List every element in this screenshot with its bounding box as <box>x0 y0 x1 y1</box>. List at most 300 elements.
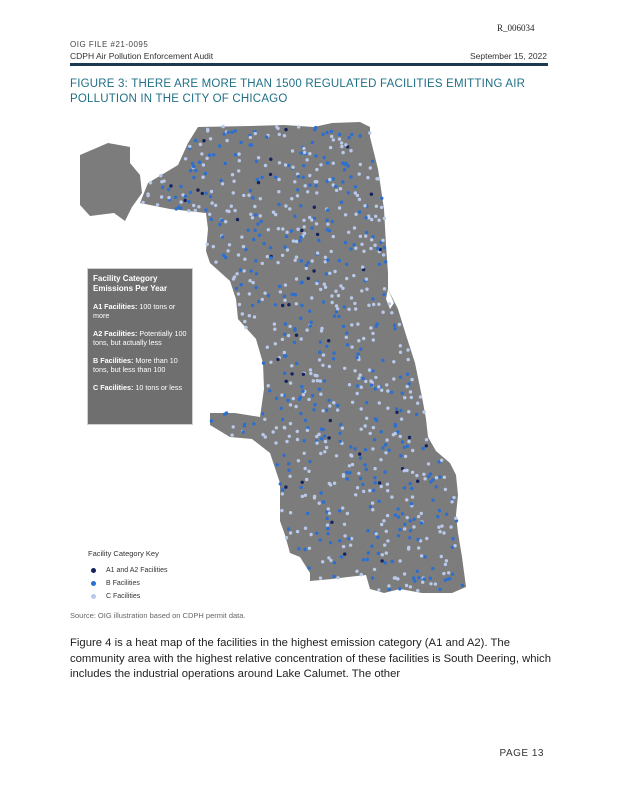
facility-dot <box>425 438 428 441</box>
facility-dot <box>179 207 182 210</box>
facility-dot <box>340 141 343 144</box>
facility-dot <box>343 162 346 165</box>
facility-dot <box>375 325 378 328</box>
facility-dot <box>272 211 275 214</box>
facility-dot <box>261 262 264 265</box>
facility-dot <box>364 448 367 451</box>
facility-dot <box>257 300 260 303</box>
facility-dot <box>444 488 447 491</box>
facility-dot <box>335 189 338 192</box>
facility-dot <box>255 272 258 275</box>
facility-dot <box>247 229 250 232</box>
facility-dot <box>320 491 323 494</box>
facility-dot <box>210 201 213 204</box>
facility-dot <box>200 152 203 155</box>
figure-source: Source: OIG illustration based on CDPH permit data. <box>70 611 246 620</box>
facility-dot <box>277 190 280 193</box>
legend-item-desc: 100 tons or more <box>93 302 176 320</box>
facility-dot <box>415 413 418 416</box>
facility-dot <box>409 390 412 393</box>
facility-dot <box>338 137 341 140</box>
legend-item-c <box>93 383 187 392</box>
facility-dot <box>254 213 257 216</box>
facility-dot <box>237 169 240 172</box>
facility-dot <box>406 516 409 519</box>
facility-dot <box>358 134 361 137</box>
facility-dot <box>199 143 202 146</box>
facility-dot <box>412 518 415 521</box>
facility-dot <box>382 293 385 296</box>
facility-dot <box>295 277 298 280</box>
facility-dot <box>316 233 319 236</box>
facility-dot <box>375 532 378 535</box>
facility-dot <box>339 187 342 190</box>
facility-dot <box>371 508 374 511</box>
facility-dot <box>325 409 328 412</box>
facility-dot <box>209 137 212 140</box>
facility-dot <box>328 178 331 181</box>
facility-dot <box>380 197 383 200</box>
facility-dot <box>354 247 357 250</box>
facility-dot <box>368 368 371 371</box>
facility-dot <box>283 295 286 298</box>
facility-dot <box>410 396 413 399</box>
facility-dot <box>241 430 244 433</box>
key-label: C Facilities <box>106 593 141 600</box>
facility-dot <box>351 401 354 404</box>
facility-dot <box>365 277 368 280</box>
facility-dot <box>270 256 273 259</box>
facility-dot <box>267 294 270 297</box>
facility-dot <box>287 334 290 337</box>
facility-dot <box>309 533 312 536</box>
facility-dot <box>391 560 394 563</box>
facility-dot <box>353 447 356 450</box>
facility-dot <box>318 502 321 505</box>
facility-dot <box>421 581 424 584</box>
facility-dot <box>399 454 402 457</box>
facility-dot <box>300 304 303 307</box>
facility-dot <box>399 351 402 354</box>
facility-dot <box>242 245 245 248</box>
facility-dot <box>276 261 279 264</box>
facility-dot <box>321 364 324 367</box>
facility-dot <box>298 239 301 242</box>
facility-dot <box>184 157 187 160</box>
facility-dot <box>450 500 453 503</box>
facility-dot <box>451 537 454 540</box>
key-row-b <box>88 577 167 590</box>
facility-dot <box>431 499 434 502</box>
facility-dot <box>249 189 252 192</box>
facility-dot <box>397 507 400 510</box>
facility-dot <box>212 245 215 248</box>
facility-dot <box>302 219 305 222</box>
facility-dot <box>345 263 348 266</box>
facility-dot <box>237 292 240 295</box>
facility-dot <box>373 476 376 479</box>
facility-dot <box>386 514 389 517</box>
facility-dot <box>323 156 326 159</box>
facility-dot <box>359 477 362 480</box>
facility-dot <box>263 292 266 295</box>
facility-dot <box>204 208 207 211</box>
facility-dot <box>393 324 396 327</box>
facility-dot <box>202 139 205 142</box>
facility-dot <box>411 495 414 498</box>
facility-dot <box>299 236 302 239</box>
facility-dot <box>306 429 309 432</box>
facility-dot <box>349 544 352 547</box>
facility-dot <box>167 188 170 191</box>
facility-dot <box>400 417 403 420</box>
facility-dot <box>311 394 314 397</box>
facility-dot <box>381 239 384 242</box>
facility-dot <box>440 555 443 558</box>
facility-dot <box>420 554 423 557</box>
facility-dot <box>344 241 347 244</box>
facility-dot <box>363 204 366 207</box>
facility-dot <box>146 192 149 195</box>
facility-dot <box>373 438 376 441</box>
facility-dot <box>255 160 258 163</box>
facility-dot <box>315 532 318 535</box>
facility-dot <box>410 502 413 505</box>
facility-dot <box>354 191 357 194</box>
facility-dot <box>261 412 264 415</box>
facility-dot <box>296 188 299 191</box>
facility-dot <box>385 551 388 554</box>
facility-dot <box>269 158 272 161</box>
facility-dot <box>338 509 341 512</box>
facility-dot <box>240 283 243 286</box>
facility-dot <box>319 163 322 166</box>
facility-dot <box>283 299 286 302</box>
facility-dot <box>370 238 373 241</box>
facility-dot <box>187 209 190 212</box>
facility-dot <box>313 496 316 499</box>
facility-dot <box>251 216 254 219</box>
facility-dot <box>369 166 372 169</box>
facility-dot <box>394 514 397 517</box>
facility-dot <box>384 561 387 564</box>
facility-dot <box>295 334 298 337</box>
facility-dot <box>342 325 345 328</box>
facility-dot <box>243 320 246 323</box>
facility-dot <box>254 132 257 135</box>
facility-dot <box>328 512 331 515</box>
facility-dot <box>346 512 349 515</box>
facility-dot <box>293 180 296 183</box>
facility-dot <box>308 547 311 550</box>
facility-dot <box>292 397 295 400</box>
facility-dot <box>413 579 416 582</box>
facility-dot <box>331 301 334 304</box>
facility-dot <box>372 489 375 492</box>
facility-dot <box>363 463 366 466</box>
facility-dot <box>276 358 279 361</box>
facility-dot <box>348 471 351 474</box>
facility-dot <box>425 444 428 447</box>
facility-dot <box>377 303 380 306</box>
facility-dot <box>401 512 404 515</box>
facility-dot <box>280 407 283 410</box>
facility-dot <box>407 382 410 385</box>
facility-dot <box>411 471 414 474</box>
facility-dot <box>283 245 286 248</box>
facility-dot <box>319 288 322 291</box>
facility-dot <box>438 530 441 533</box>
facility-dot <box>267 228 270 231</box>
facility-dot <box>330 521 333 524</box>
facility-dot <box>393 327 396 330</box>
facility-dot <box>331 220 334 223</box>
facility-dot <box>320 437 323 440</box>
facility-dot <box>306 512 309 515</box>
facility-dot <box>328 482 331 485</box>
facility-dot <box>310 296 313 299</box>
facility-dot <box>302 176 305 179</box>
facility-dot <box>410 378 413 381</box>
facility-dot <box>367 551 370 554</box>
facility-dot <box>226 249 229 252</box>
figure-title: FIGURE 3: THERE ARE MORE THAN 1500 REGULATED FACILITIES EMITTING AIR POLLUTION IN THE CITY OF CHICAGO <box>70 78 526 105</box>
facility-dot <box>221 182 224 185</box>
facility-dot <box>230 433 233 436</box>
facility-dot <box>442 572 445 575</box>
facility-dot <box>333 314 336 317</box>
facility-dot <box>327 436 330 439</box>
facility-dot <box>285 440 288 443</box>
facility-dot <box>394 423 397 426</box>
facility-dot <box>305 267 308 270</box>
facility-dot <box>220 219 223 222</box>
facility-dot <box>283 333 286 336</box>
facility-dot <box>454 517 457 520</box>
facility-dot <box>362 377 365 380</box>
legend-item-label: A2 Facilities: <box>93 329 138 338</box>
facility-dot <box>372 303 375 306</box>
facility-dot <box>315 168 318 171</box>
facility-dot <box>377 219 380 222</box>
facility-dot <box>335 454 338 457</box>
facility-dot <box>344 213 347 216</box>
facility-dot <box>370 193 373 196</box>
facility-dot <box>399 344 402 347</box>
legend-item-a2 <box>93 329 187 347</box>
facility-dot <box>358 210 361 213</box>
facility-dot <box>373 244 376 247</box>
facility-dot <box>244 248 247 251</box>
facility-dot <box>343 523 346 526</box>
facility-dot <box>308 152 311 155</box>
facility-dot <box>447 571 450 574</box>
facility-dot <box>374 387 377 390</box>
facility-dot <box>334 185 337 188</box>
facility-dot <box>338 539 341 542</box>
facility-dot <box>385 438 388 441</box>
facility-dot <box>318 538 321 541</box>
facility-dot <box>386 539 389 542</box>
facility-dot <box>285 235 288 238</box>
facility-dot <box>201 192 204 195</box>
facility-dot <box>368 489 371 492</box>
facility-dot <box>307 398 310 401</box>
facility-dot <box>343 367 346 370</box>
facility-dot <box>412 576 415 579</box>
legend-item-label: B Facilities: <box>93 356 134 365</box>
facility-dot <box>401 440 404 443</box>
facility-dot <box>206 243 209 246</box>
facility-dot <box>256 222 259 225</box>
facility-dot <box>419 395 422 398</box>
facility-dot <box>408 436 411 439</box>
facility-dot <box>248 279 251 282</box>
facility-dot <box>325 219 328 222</box>
facility-dot <box>284 485 287 488</box>
facility-dot <box>371 235 374 238</box>
facility-dot <box>345 332 348 335</box>
facility-dot <box>212 153 215 156</box>
facility-dot <box>175 207 178 210</box>
facility-dot <box>341 180 344 183</box>
facility-dot <box>369 326 372 329</box>
facility-dot <box>379 458 382 461</box>
facility-dot <box>358 198 361 201</box>
facility-dot <box>326 223 329 226</box>
facility-dot <box>281 254 284 257</box>
facility-dot <box>329 146 332 149</box>
facility-dot <box>304 467 307 470</box>
facility-dot <box>371 369 374 372</box>
facility-dot <box>360 243 363 246</box>
facility-dot <box>374 481 377 484</box>
facility-dot <box>315 435 318 438</box>
facility-dot <box>453 544 456 547</box>
facility-dot <box>316 379 319 382</box>
facility-dot <box>342 475 345 478</box>
facility-dot <box>278 285 281 288</box>
facility-dot <box>338 432 341 435</box>
facility-dot <box>300 229 303 232</box>
facility-dot <box>327 399 330 402</box>
facility-dot <box>397 515 400 518</box>
facility-dot <box>369 247 372 250</box>
facility-dot <box>308 460 311 463</box>
facility-dot <box>326 259 329 262</box>
facility-dot <box>206 129 209 132</box>
facility-dot <box>438 475 441 478</box>
facility-dot <box>354 493 357 496</box>
facility-dot <box>313 403 316 406</box>
facility-dot <box>319 340 322 343</box>
facility-dot <box>256 178 259 181</box>
facility-dot <box>167 196 170 199</box>
facility-dot <box>380 206 383 209</box>
facility-dot <box>326 523 329 526</box>
facility-dot <box>261 298 264 301</box>
facility-dot <box>281 488 284 491</box>
facility-dot <box>397 534 400 537</box>
facility-dot <box>349 445 352 448</box>
facility-dot <box>322 500 325 503</box>
facility-dot <box>307 566 310 569</box>
facility-dot <box>192 204 195 207</box>
facility-dot <box>408 536 411 539</box>
facility-dot <box>202 163 205 166</box>
facility-dot <box>339 423 342 426</box>
facility-dot <box>329 541 332 544</box>
emissions-legend-box <box>87 268 193 425</box>
facility-dot <box>416 538 419 541</box>
facility-dot <box>283 372 286 375</box>
facility-dot <box>241 312 244 315</box>
facility-dot <box>362 337 365 340</box>
facility-dot <box>248 314 251 317</box>
legend-item-a1 <box>93 302 187 320</box>
facility-dot <box>354 307 357 310</box>
facility-dot <box>374 376 377 379</box>
facility-dot <box>295 302 298 305</box>
facility-dot <box>279 290 282 293</box>
facility-dot <box>417 576 420 579</box>
facility-dot <box>234 153 237 156</box>
facility-dot <box>330 250 333 253</box>
facility-dot <box>307 470 310 473</box>
facility-dot <box>274 342 277 345</box>
facility-dot <box>398 528 401 531</box>
facility-dot <box>436 515 439 518</box>
header-report-title: CDPH Air Pollution Enforcement Audit <box>70 51 214 61</box>
facility-dot <box>239 268 242 271</box>
facility-dot <box>347 136 350 139</box>
facility-dot <box>307 261 310 264</box>
facility-dot <box>404 455 407 458</box>
facility-dot <box>251 304 254 307</box>
facility-dot <box>362 490 365 493</box>
facility-dot <box>359 456 362 459</box>
facility-dot <box>338 259 341 262</box>
facility-dot <box>358 172 361 175</box>
facility-dot <box>284 283 287 286</box>
facility-dot <box>286 248 289 251</box>
facility-dot <box>305 158 308 161</box>
facility-dot <box>360 289 363 292</box>
facility-dot <box>383 287 386 290</box>
facility-dot <box>380 430 383 433</box>
facility-dot <box>431 567 434 570</box>
facility-dot <box>259 197 262 200</box>
facility-dot <box>367 304 370 307</box>
facility-dot <box>440 524 443 527</box>
facility-dot <box>364 216 367 219</box>
facility-dot <box>311 259 314 262</box>
facility-dot <box>227 131 230 134</box>
facility-dot <box>284 128 287 131</box>
facility-dot <box>381 446 384 449</box>
facility-dot <box>274 176 277 179</box>
facility-dot <box>357 472 360 475</box>
facility-dot <box>214 260 217 263</box>
facility-dot <box>427 475 430 478</box>
facility-dot <box>218 144 221 147</box>
facility-dot <box>192 165 195 168</box>
body-paragraph: Figure 4 is a heat map of the facilities in the highest emission category (A1 and A2). The community area with the highest relative concentration of these facilities is South Deering, which includes the industrial operations around Lake Calumet. The other <box>70 637 551 680</box>
facility-dot <box>385 383 388 386</box>
facility-dot <box>378 401 381 404</box>
facility-dot <box>278 133 281 136</box>
facility-dot <box>299 412 302 415</box>
